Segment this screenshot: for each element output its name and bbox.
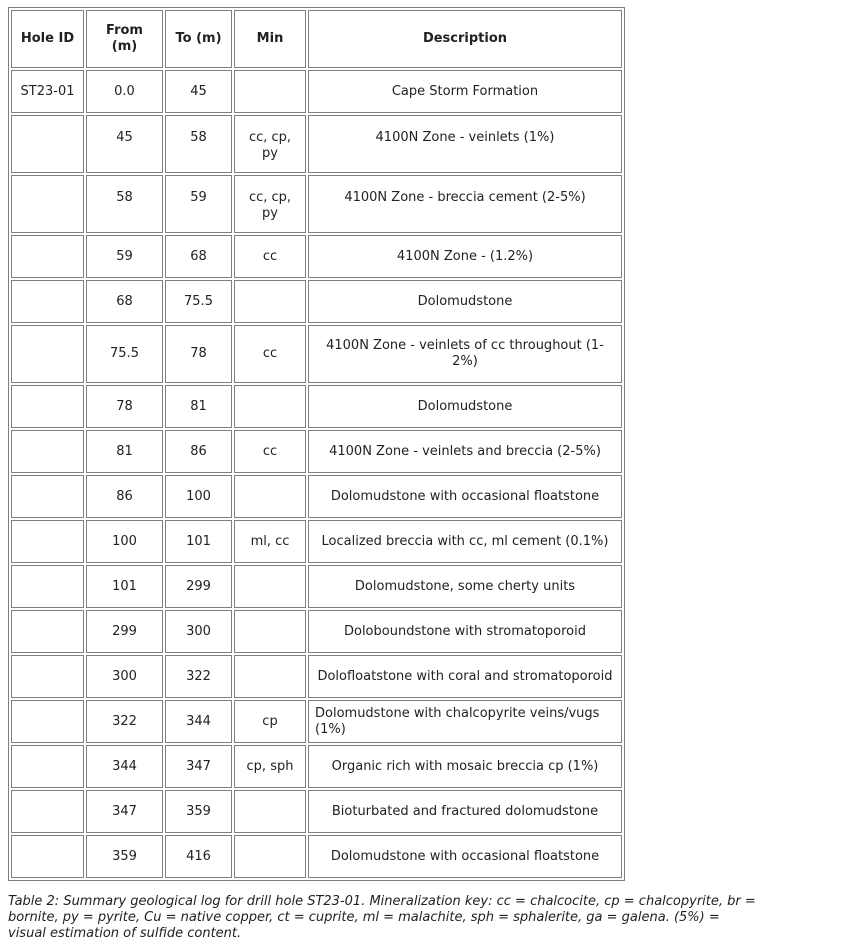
cell-description: Dolomudstone (308, 385, 622, 428)
cell-min (234, 385, 306, 428)
cell-description: Dolomudstone (308, 280, 622, 323)
cell-hole-id (11, 835, 84, 878)
header-to: To (m) (165, 10, 232, 68)
cell-from: 359 (86, 835, 163, 878)
cell-from: 68 (86, 280, 163, 323)
cell-from: 75.5 (86, 325, 163, 383)
cell-min: cp (234, 700, 306, 743)
cell-description: Dolomudstone with occasional floatstone (308, 475, 622, 518)
table-row (11, 115, 622, 173)
cell-from: 45 (86, 115, 163, 173)
cell-description: 4100N Zone - (1.2%) (308, 235, 622, 278)
cell-hole-id (11, 745, 84, 788)
cell-hole-id (11, 520, 84, 563)
cell-min (234, 835, 306, 878)
cell-from: 300 (86, 655, 163, 698)
table-row (11, 520, 622, 563)
cell-description: Dolomudstone with chalcopyrite veins/vugs (1%) (308, 700, 622, 743)
cell-min (234, 610, 306, 653)
cell-from: 0.0 (86, 70, 163, 113)
cell-from: 344 (86, 745, 163, 788)
table-row (11, 835, 622, 878)
cell-description: Bioturbated and fractured dolomudstone (308, 790, 622, 833)
cell-hole-id (11, 790, 84, 833)
cell-min: cc (234, 325, 306, 383)
cell-hole-id (11, 610, 84, 653)
cell-description: Localized breccia with cc, ml cement (0.1%) (308, 520, 622, 563)
cell-hole-id (11, 115, 84, 173)
cell-min (234, 280, 306, 323)
table-row (11, 700, 622, 743)
table-row (11, 235, 622, 278)
cell-to: 344 (165, 700, 232, 743)
cell-min (234, 475, 306, 518)
cell-to: 300 (165, 610, 232, 653)
table-row (11, 475, 622, 518)
cell-hole-id (11, 475, 84, 518)
table-caption: Table 2: Summary geological log for drill hole ST23-01. Mineralization key: cc = chalcocite, cp = chalcopyrite, br = bornite, py = pyrite, Cu = native copper, ct = cuprite, ml = malachite, sph = sphalerite, ga = galena. (5%) = visual estimation of sulfide content. (8, 894, 756, 941)
cell-to: 322 (165, 655, 232, 698)
cell-hole-id (11, 325, 84, 383)
cell-hole-id: ST23-01 (11, 70, 84, 113)
cell-min: cc, cp, py (234, 175, 306, 233)
cell-from: 58 (86, 175, 163, 233)
cell-description: Cape Storm Formation (308, 70, 622, 113)
table-row (11, 610, 622, 653)
table-row (11, 745, 622, 788)
cell-to: 416 (165, 835, 232, 878)
cell-description: Doloboundstone with stromatoporoid (308, 610, 622, 653)
cell-min (234, 565, 306, 608)
cell-to: 78 (165, 325, 232, 383)
cell-min: ml, cc (234, 520, 306, 563)
cell-to: 68 (165, 235, 232, 278)
cell-to: 45 (165, 70, 232, 113)
cell-to: 58 (165, 115, 232, 173)
table-row (11, 70, 622, 113)
cell-min: cc, cp, py (234, 115, 306, 173)
drill-log-table (8, 7, 625, 881)
cell-to: 59 (165, 175, 232, 233)
cell-min (234, 655, 306, 698)
cell-min (234, 790, 306, 833)
cell-hole-id (11, 655, 84, 698)
cell-description: Dolomudstone, some cherty units (308, 565, 622, 608)
cell-hole-id (11, 565, 84, 608)
header-description: Description (308, 10, 622, 68)
table-row (11, 430, 622, 473)
header-min: Min (234, 10, 306, 68)
cell-from: 59 (86, 235, 163, 278)
cell-from: 299 (86, 610, 163, 653)
cell-from: 101 (86, 565, 163, 608)
cell-description: Organic rich with mosaic breccia cp (1%) (308, 745, 622, 788)
cell-min (234, 70, 306, 113)
cell-description: Dolofloatstone with coral and stromatoporoid (308, 655, 622, 698)
table-row (11, 790, 622, 833)
table-row (11, 325, 622, 383)
table-row (11, 565, 622, 608)
cell-to: 81 (165, 385, 232, 428)
cell-from: 322 (86, 700, 163, 743)
cell-min: cc (234, 235, 306, 278)
cell-hole-id (11, 700, 84, 743)
cell-description: 4100N Zone - veinlets (1%) (308, 115, 622, 173)
cell-to: 86 (165, 430, 232, 473)
cell-hole-id (11, 430, 84, 473)
cell-description: 4100N Zone - veinlets and breccia (2-5%) (308, 430, 622, 473)
table-row (11, 655, 622, 698)
cell-description: Dolomudstone with occasional floatstone (308, 835, 622, 878)
header-hole-id: Hole ID (11, 10, 84, 68)
cell-hole-id (11, 280, 84, 323)
cell-to: 299 (165, 565, 232, 608)
cell-to: 75.5 (165, 280, 232, 323)
cell-hole-id (11, 235, 84, 278)
cell-from: 86 (86, 475, 163, 518)
cell-from: 81 (86, 430, 163, 473)
table-row (11, 175, 622, 233)
cell-from: 100 (86, 520, 163, 563)
cell-to: 359 (165, 790, 232, 833)
table-row (11, 280, 622, 323)
cell-to: 100 (165, 475, 232, 518)
cell-to: 347 (165, 745, 232, 788)
cell-from: 347 (86, 790, 163, 833)
table-row (11, 385, 622, 428)
header-from: From (m) (86, 10, 163, 68)
cell-to: 101 (165, 520, 232, 563)
cell-hole-id (11, 175, 84, 233)
cell-min: cc (234, 430, 306, 473)
cell-from: 78 (86, 385, 163, 428)
cell-description: 4100N Zone - breccia cement (2-5%) (308, 175, 622, 233)
cell-description: 4100N Zone - veinlets of cc throughout (1-2%) (308, 325, 622, 383)
table-header-row (11, 10, 622, 68)
cell-hole-id (11, 385, 84, 428)
cell-min: cp, sph (234, 745, 306, 788)
